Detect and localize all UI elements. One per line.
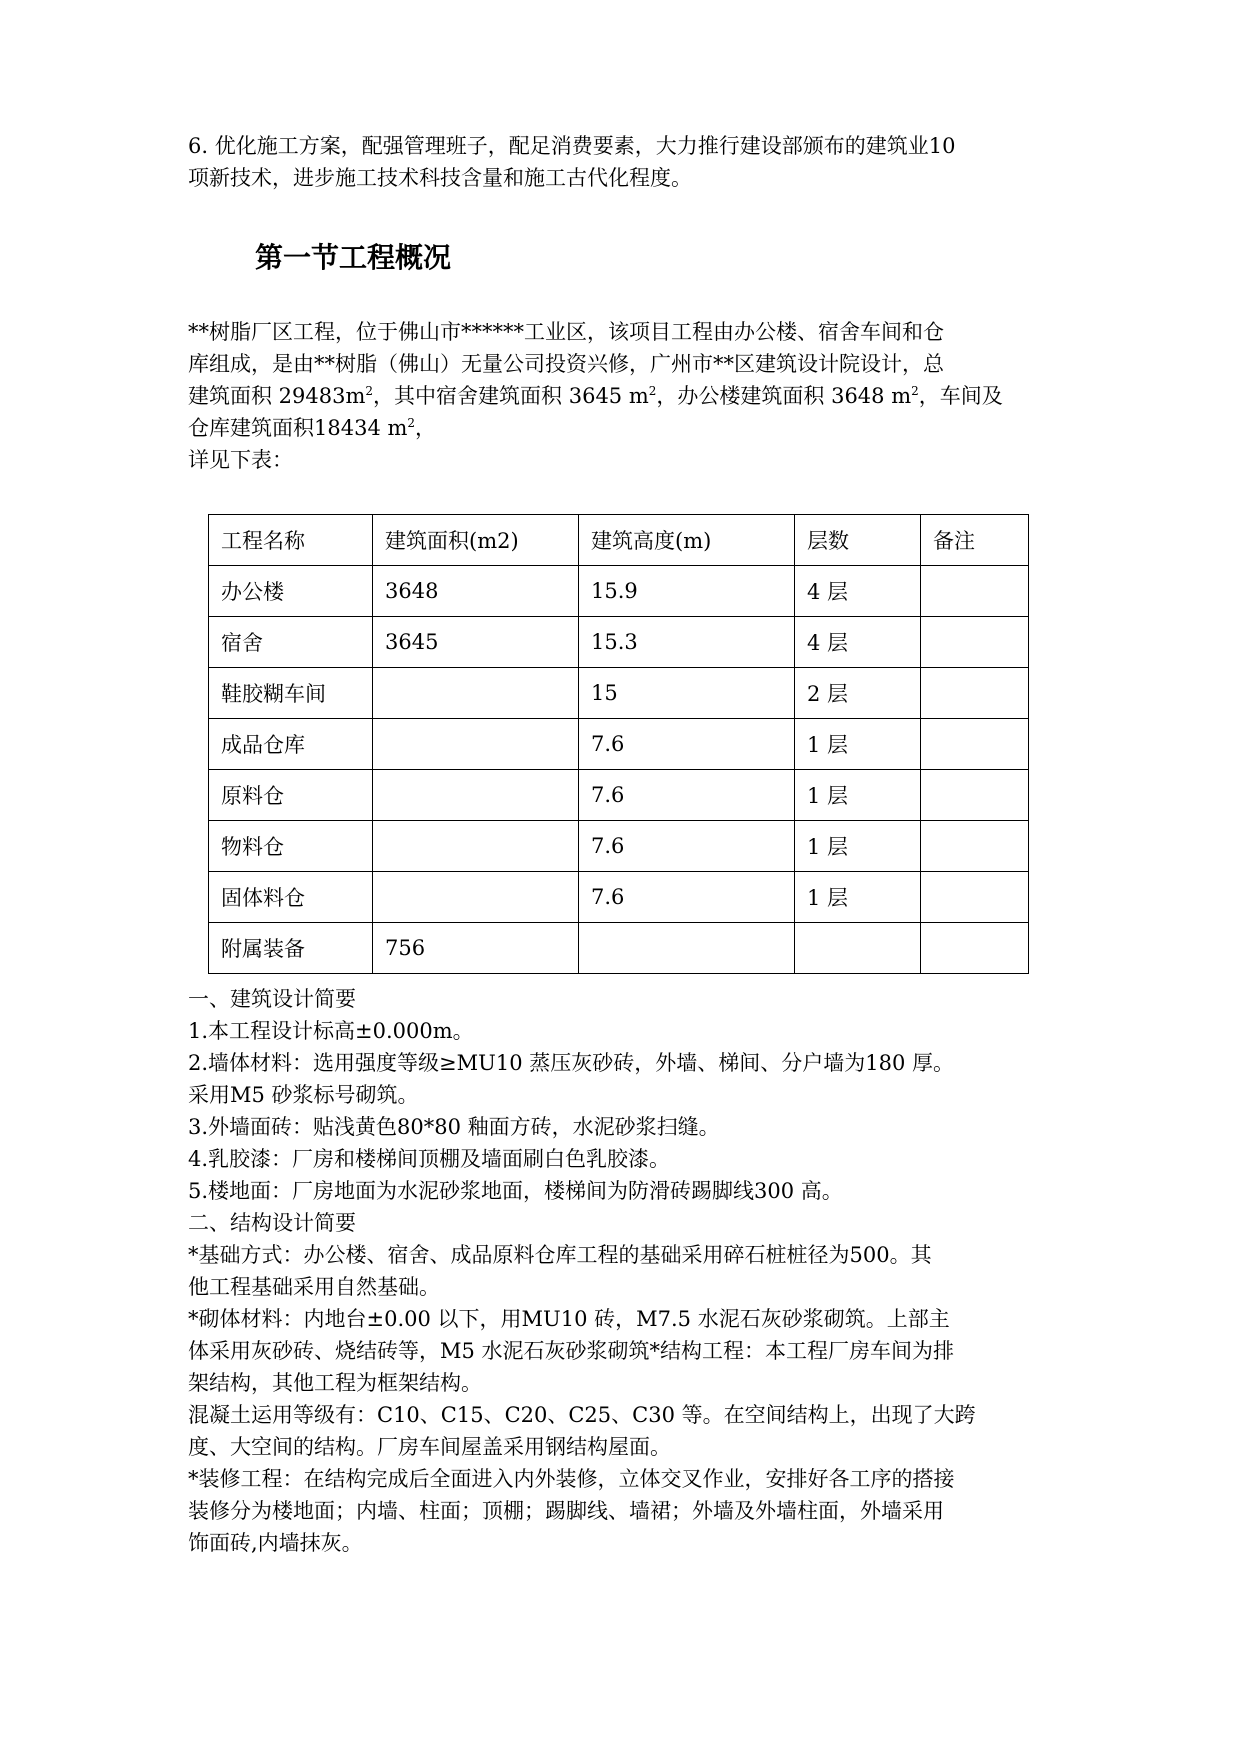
table-cell: 1 层 xyxy=(795,821,921,872)
body-line: 架结构，其他工程为框架结构。 xyxy=(188,1371,482,1395)
overview-line-4-end: ， xyxy=(415,416,437,440)
table-cell: 固体料仓 xyxy=(209,872,373,923)
body-line: 混凝土运用等级有：C10、C15、C20、C25、C30 等。在空间结构上，出现了大跨 xyxy=(188,1403,976,1427)
body-line: 饰面砖,内墙抹灰。 xyxy=(188,1531,363,1555)
body-line: *基础方式：办公楼、宿舍、成品原料仓库工程的基础采用碎石桩桩径为500。其 xyxy=(188,1243,932,1267)
body-line: 3.外墙面砖：贴浅黄色80*80 釉面方砖，水泥砂浆扫缝。 xyxy=(188,1115,720,1139)
body-line: 度、大空间的结构。厂房车间屋盖采用钢结构屋面。 xyxy=(188,1435,671,1459)
design-summary xyxy=(188,983,1058,1559)
table-cell: 2 层 xyxy=(795,668,921,719)
table-header-cell: 备注 xyxy=(921,515,1029,566)
body-line: 一、建筑设计简要 xyxy=(188,987,356,1011)
table-cell: 附属装备 xyxy=(209,923,373,974)
table-header-cell: 层数 xyxy=(795,515,921,566)
overview-paragraph xyxy=(188,316,1058,476)
table-cell: 7.6 xyxy=(579,770,795,821)
table-header-row xyxy=(209,515,1029,566)
table-row xyxy=(209,719,1029,770)
workshop-text: ，车间及 xyxy=(918,384,1003,408)
table-cell xyxy=(373,872,579,923)
table-row xyxy=(209,668,1029,719)
table-cell: 原料仓 xyxy=(209,770,373,821)
body-line: *砌体材料：内地台±0.00 以下，用MU10 砖，M7.5 水泥石灰砂浆砌筑。上部主 xyxy=(188,1307,950,1331)
body-line: 装修分为楼地面；内墙、柱面；顶棚；踢脚线、墙裙；外墙及外墙柱面，外墙采用 xyxy=(188,1499,944,1523)
total-area-text: 建筑面积 29483m xyxy=(188,384,366,408)
overview-line-2: 库组成，是由**树脂（佛山）无量公司投资兴修，广州市**区建筑设计院设计，总 xyxy=(188,352,944,376)
superscript-2: 2 xyxy=(911,384,919,398)
overview-line-3 xyxy=(188,380,1058,412)
body-line: 5.楼地面：厂房地面为水泥砂浆地面，楼梯间为防滑砖踢脚线300 高。 xyxy=(188,1179,843,1203)
table-cell: 15.9 xyxy=(579,566,795,617)
table-row xyxy=(209,821,1029,872)
table-cell xyxy=(921,872,1029,923)
table-cell xyxy=(921,617,1029,668)
table-cell: 15.3 xyxy=(579,617,795,668)
table-cell xyxy=(921,566,1029,617)
table-cell: 1 层 xyxy=(795,770,921,821)
table-row xyxy=(209,872,1029,923)
warehouse-area-text: 仓库建筑面积18434 m xyxy=(188,416,408,440)
intro-line-1: 6. 优化施工方案，配强管理班子，配足消费要素，大力推行建设部颁布的建筑业10 xyxy=(188,134,956,158)
table-cell: 3645 xyxy=(373,617,579,668)
overview-line-1: **树脂厂区工程，位于佛山市******工业区，该项目工程由办公楼、宿舍车间和仓 xyxy=(188,320,944,344)
table-cell xyxy=(795,923,921,974)
office-area-text: ，办公楼建筑面积 3648 m xyxy=(656,384,912,408)
table-row xyxy=(209,770,1029,821)
body-line: 4.乳胶漆：厂房和楼梯间顶棚及墙面刷白色乳胶漆。 xyxy=(188,1147,671,1171)
table-cell: 4 层 xyxy=(795,566,921,617)
table-header-cell: 工程名称 xyxy=(209,515,373,566)
table-cell xyxy=(373,770,579,821)
table-cell: 7.6 xyxy=(579,719,795,770)
overview-line-5: 详见下表： xyxy=(188,448,293,472)
table-row xyxy=(209,617,1029,668)
table-cell xyxy=(921,770,1029,821)
superscript-2: 2 xyxy=(365,384,374,398)
superscript-2: 2 xyxy=(648,384,657,398)
table-cell xyxy=(921,719,1029,770)
body-line: 2.墙体材料：选用强度等级≥MU10 蒸压灰砂砖，外墙、梯间、分户墙为180 厚。 xyxy=(188,1051,954,1075)
overview-line-4 xyxy=(188,412,1058,444)
table-cell xyxy=(373,719,579,770)
superscript-2: 2 xyxy=(407,416,416,430)
table-header-cell: 建筑面积(m2) xyxy=(373,515,579,566)
body-line: 1.本工程设计标高±0.000m。 xyxy=(188,1019,474,1043)
body-line: 体采用灰砂砖、烧结砖等，M5 水泥石灰砂浆砌筑*结构工程：本工程厂房车间为排 xyxy=(188,1339,955,1363)
table-cell: 1 层 xyxy=(795,872,921,923)
table-cell xyxy=(921,668,1029,719)
table-cell: 15 xyxy=(579,668,795,719)
table-cell: 鞋胶糊车间 xyxy=(209,668,373,719)
body-line: *装修工程：在结构完成后全面进入内外装修，立体交叉作业，安排好各工序的搭接 xyxy=(188,1467,955,1491)
intro-paragraph xyxy=(188,130,1058,194)
table-header-cell: 建筑高度(m) xyxy=(579,515,795,566)
table-cell: 成品仓库 xyxy=(209,719,373,770)
table-cell: 宿舍 xyxy=(209,617,373,668)
body-line: 他工程基础采用自然基础。 xyxy=(188,1275,440,1299)
table-cell xyxy=(921,923,1029,974)
table-cell: 4 层 xyxy=(795,617,921,668)
intro-line-2: 项新技术，进步施工技术科技含量和施工古代化程度。 xyxy=(188,166,692,190)
table-cell: 7.6 xyxy=(579,821,795,872)
table-cell xyxy=(373,668,579,719)
table-row xyxy=(209,923,1029,974)
table-cell: 办公楼 xyxy=(209,566,373,617)
table-row xyxy=(209,566,1029,617)
table-cell: 7.6 xyxy=(579,872,795,923)
section-title: 第一节工程概况 xyxy=(255,241,452,274)
project-overview-table xyxy=(208,514,1029,974)
dorm-area-text: ，其中宿舍建筑面积 3645 m xyxy=(373,384,649,408)
body-line: 采用M5 砂浆标号砌筑。 xyxy=(188,1083,419,1107)
table-cell xyxy=(921,821,1029,872)
table-cell: 756 xyxy=(373,923,579,974)
table-cell: 3648 xyxy=(373,566,579,617)
table-cell xyxy=(373,821,579,872)
table-cell xyxy=(579,923,795,974)
table-cell: 1 层 xyxy=(795,719,921,770)
table-cell: 物料仓 xyxy=(209,821,373,872)
body-line: 二、结构设计简要 xyxy=(188,1211,356,1235)
